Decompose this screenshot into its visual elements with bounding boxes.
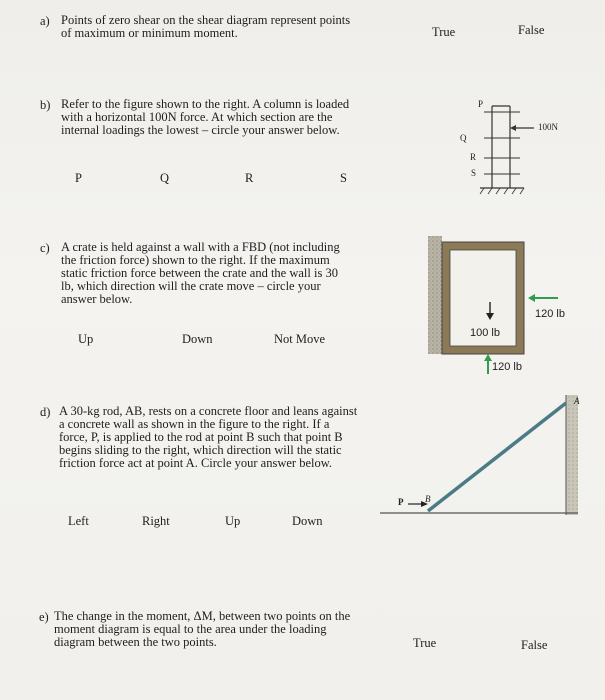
weight-100lb-label: 100 lb	[470, 327, 500, 339]
question-b-text: Refer to the figure shown to the right. A column is loaded with a horizontal 100N force. At which section are the internal loadings the lowest – circle your answer below.	[61, 97, 350, 137]
rod-figure	[380, 395, 590, 520]
choice-a-false[interactable]: False	[518, 23, 545, 37]
choice-d-up[interactable]: Up	[225, 514, 241, 528]
wall	[428, 236, 442, 354]
choice-d-left[interactable]: Left	[68, 514, 89, 528]
choice-c-up[interactable]: Up	[78, 332, 94, 346]
choice-d-down[interactable]: Down	[292, 514, 323, 528]
question-b-label: b)	[40, 98, 51, 112]
rod-label-a: A	[574, 396, 580, 406]
column-label-r: R	[470, 152, 477, 162]
push-120lb-label: 120 lb	[535, 308, 565, 320]
force-p-label: P	[398, 497, 404, 507]
choice-c-down[interactable]: Down	[182, 332, 213, 346]
choice-b-s[interactable]: S	[340, 171, 347, 185]
normal-120lb-label: 120 lb	[492, 361, 522, 373]
question-c-label: c)	[40, 241, 50, 255]
concrete-wall	[566, 395, 578, 515]
rod-ab	[428, 403, 566, 511]
column-label-s: S	[471, 168, 477, 178]
question-d-text: A 30-kg rod, AB, rests on a concrete floor and leans against a concrete wall as shown in the figure to the right. If a force, P, is applied to the rod at point B such that point B begins sliding to the right, which direction will the static friction force act at point A. Circle your answer below.	[59, 404, 358, 470]
question-d-label: d)	[40, 405, 51, 419]
force-100n-label: 100N	[538, 122, 558, 132]
rod-label-b: B	[425, 494, 431, 504]
column-label-p: P	[478, 99, 484, 109]
choice-b-p[interactable]: P	[75, 171, 82, 185]
question-a-text: Points of zero shear on the shear diagram represent points of maximum or minimum moment.	[61, 13, 351, 40]
question-e-label: e)	[39, 610, 49, 624]
choice-e-false[interactable]: False	[521, 638, 548, 652]
column-label-q: Q	[460, 133, 467, 143]
choice-b-r[interactable]: R	[245, 171, 254, 185]
column-figure	[450, 92, 580, 202]
question-c-text: A crate is held against a wall with a FBD (not including the friction force) shown to the right. If the maximum static friction force between the crate and the wall is 30 lb, which direction will the crate move – circle your answer below.	[61, 240, 340, 306]
question-e-text: The change in the moment, ΔM, between two points on the moment diagram is equal to the area under the loading diagram between the two points.	[54, 609, 351, 649]
choice-b-q[interactable]: Q	[160, 171, 170, 185]
choice-a-true[interactable]: True	[432, 25, 456, 39]
choice-e-true[interactable]: True	[413, 636, 437, 650]
choice-d-right[interactable]: Right	[142, 514, 170, 528]
question-a-label: a)	[40, 14, 50, 28]
choice-c-not-move[interactable]: Not Move	[274, 332, 326, 346]
